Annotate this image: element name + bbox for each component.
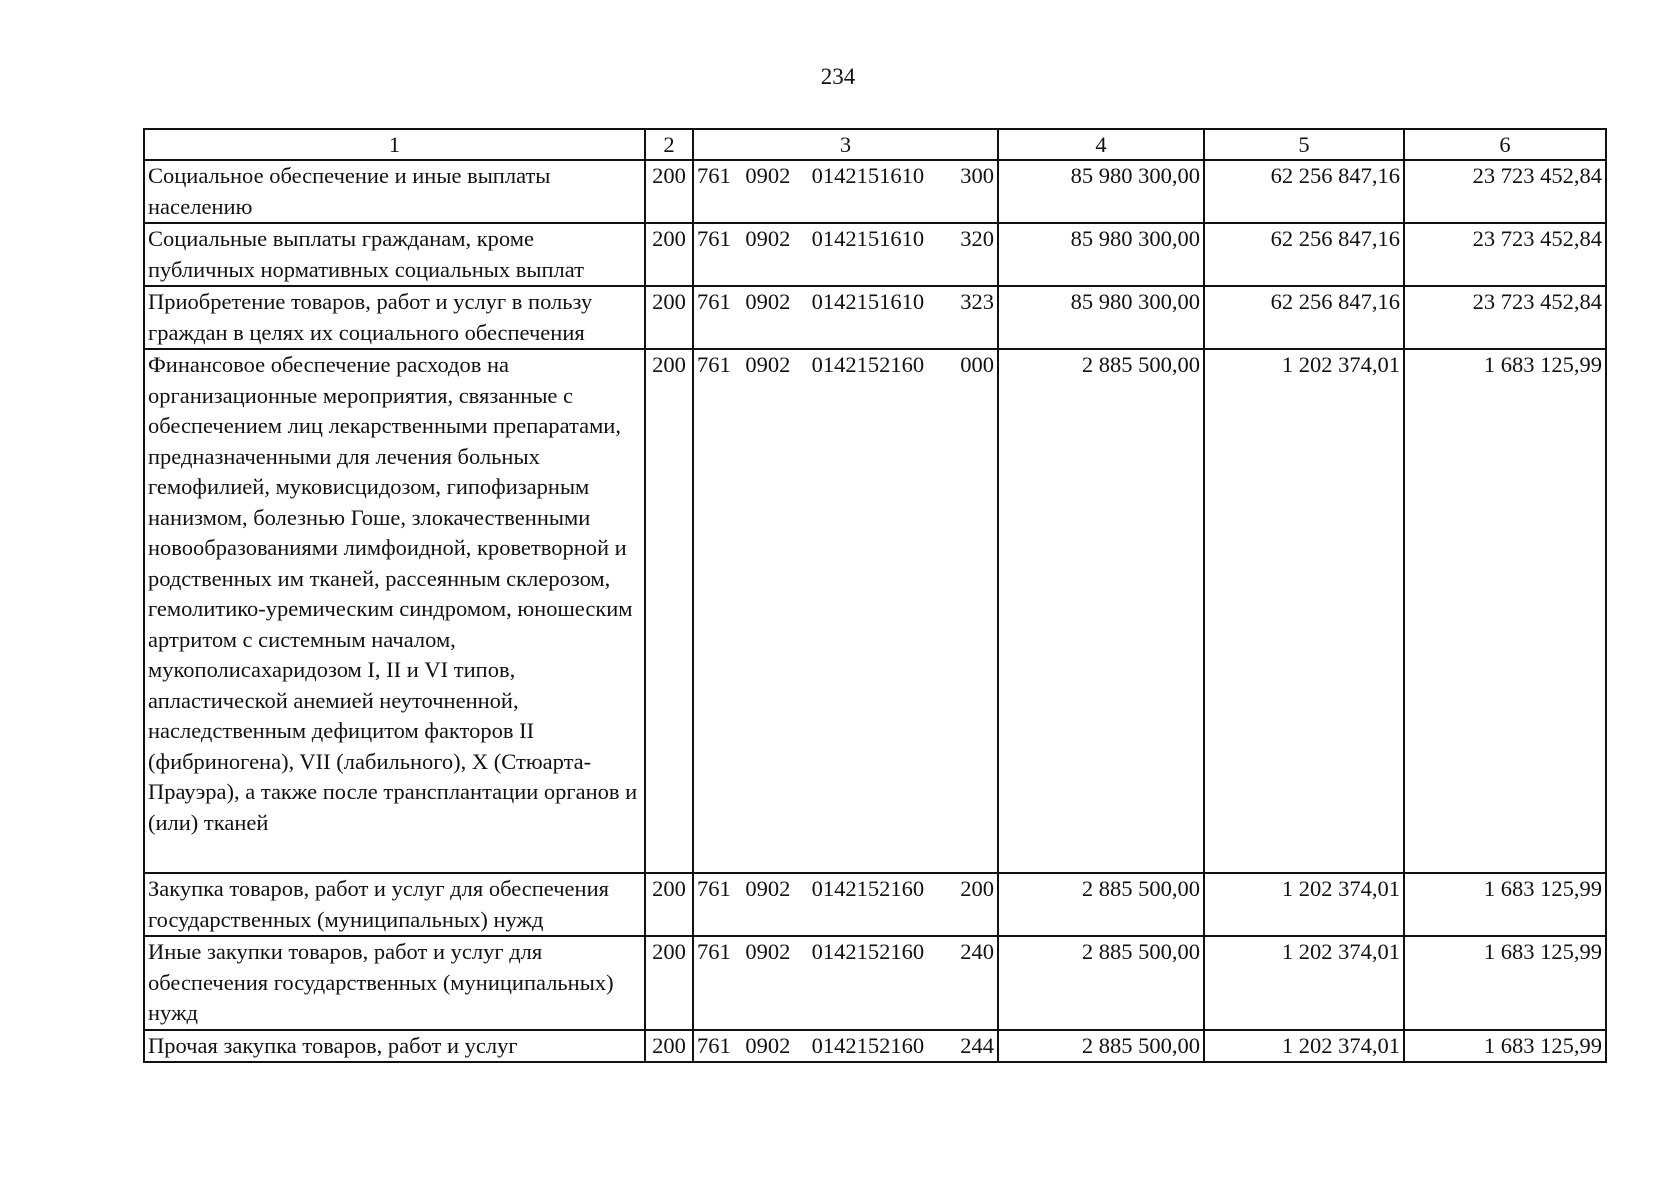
row-col4: 2 885 500,00: [998, 873, 1204, 936]
row-col6: 1 683 125,99: [1404, 1030, 1606, 1063]
row-col6: 23 723 452,84: [1404, 160, 1606, 223]
row-col2: 200: [645, 873, 693, 936]
row-code: [693, 936, 998, 1030]
code-part: 0902: [745, 163, 791, 188]
table-row: [144, 1030, 1606, 1063]
row-col5: 1 202 374,01: [1204, 349, 1404, 873]
code-part: 200: [960, 876, 994, 901]
code-part: 000: [960, 352, 994, 377]
budget-table: [143, 128, 1607, 1063]
row-description: Приобретение товаров, работ и услуг в пользу граждан в целях их социального обеспечения: [144, 286, 645, 349]
header-col-4: 4: [998, 129, 1204, 160]
header-col-1: 1: [144, 129, 645, 160]
code-part: 761: [697, 163, 731, 188]
code-part: 0902: [745, 939, 791, 964]
row-col5: 1 202 374,01: [1204, 936, 1404, 1030]
code-part: 761: [697, 1032, 731, 1058]
row-code: [693, 286, 998, 349]
row-description: Закупка товаров, работ и услуг для обеспечения государственных (муниципальных) нужд: [144, 873, 645, 936]
row-col2: 200: [645, 936, 693, 1030]
header-col-2: 2: [645, 129, 693, 160]
code-part: 320: [960, 226, 994, 251]
header-col-5: 5: [1204, 129, 1404, 160]
page-number: 234: [820, 64, 856, 89]
code-part: 761: [697, 226, 731, 251]
row-code: [693, 349, 998, 873]
row-col6: 1 683 125,99: [1404, 936, 1606, 1030]
table-body: [144, 160, 1606, 1062]
code-part: 761: [697, 876, 731, 901]
header-row: [144, 129, 1606, 160]
row-col6: 1 683 125,99: [1404, 873, 1606, 936]
code-part: 244: [960, 1032, 994, 1058]
code-part: 0142152160: [811, 352, 925, 377]
code-part: 323: [960, 289, 994, 314]
code-part: 0142151610: [811, 163, 925, 188]
row-col4: 85 980 300,00: [998, 160, 1204, 223]
row-code: [693, 223, 998, 286]
table-row: [144, 223, 1606, 286]
code-part: 0902: [745, 1032, 791, 1058]
row-description: Иные закупки товаров, работ и услуг для обеспечения государственных (муниципальных) нужд: [144, 936, 645, 1030]
row-col6: 23 723 452,84: [1404, 286, 1606, 349]
code-part: 0142151610: [811, 226, 925, 251]
row-code: [693, 873, 998, 936]
code-part: 0902: [745, 352, 791, 377]
code-part: 0902: [745, 289, 791, 314]
code-part: 0142152160: [811, 1032, 925, 1058]
table-row: [144, 936, 1606, 1030]
row-col5: 1 202 374,01: [1204, 1030, 1404, 1063]
code-part: 0142151610: [811, 289, 925, 314]
row-description: Прочая закупка товаров, работ и услуг: [144, 1030, 645, 1063]
table-row: [144, 286, 1606, 349]
row-col4: 85 980 300,00: [998, 223, 1204, 286]
table-row: [144, 873, 1606, 936]
row-description: Социальное обеспечение и иные выплаты населению: [144, 160, 645, 223]
code-part: 0142152160: [811, 876, 925, 901]
code-part: 0142152160: [811, 939, 925, 964]
row-description: Социальные выплаты гражданам, кроме публичных нормативных социальных выплат: [144, 223, 645, 286]
row-col2: 200: [645, 160, 693, 223]
row-col5: 1 202 374,01: [1204, 873, 1404, 936]
row-col2: 200: [645, 1030, 693, 1063]
row-code: [693, 1030, 998, 1063]
table-row: [144, 160, 1606, 223]
row-col6: 23 723 452,84: [1404, 223, 1606, 286]
row-col4: 2 885 500,00: [998, 1030, 1204, 1063]
header-col-6: 6: [1404, 129, 1606, 160]
row-col2: 200: [645, 349, 693, 873]
row-col6: 1 683 125,99: [1404, 349, 1606, 873]
code-part: 761: [697, 289, 731, 314]
row-col4: 85 980 300,00: [998, 286, 1204, 349]
table-row: [144, 349, 1606, 873]
row-col5: 62 256 847,16: [1204, 286, 1404, 349]
row-col2: 200: [645, 223, 693, 286]
row-code: [693, 160, 998, 223]
row-col5: 62 256 847,16: [1204, 160, 1404, 223]
row-col4: 2 885 500,00: [998, 936, 1204, 1030]
row-description: Финансовое обеспечение расходов на организационные мероприятия, связанные с обеспечением лиц лекарственными препаратами, предназначенными для лечения больных гемофилией, муковисцидозом, гипофизарным нанизмом, болезнью Гоше, злокачественными новообразованиями лимфоидной, кроветворной и родственных им тканей, рассеянным склерозом, гемолитико-уремическим синдромом, юношеским артритом с системным началом, мукополисахаридозом I, II и VI типов, апластической анемией неуточненной, наследственным дефицитом факторов II (фибриногена), VII (лабильного), X (Стюарта-Прауэра), а также после трансплантации органов и (или) тканей: [144, 349, 645, 873]
row-col5: 62 256 847,16: [1204, 223, 1404, 286]
code-part: 240: [960, 939, 994, 964]
code-part: 761: [697, 939, 731, 964]
code-part: 761: [697, 352, 731, 377]
row-col4: 2 885 500,00: [998, 349, 1204, 873]
code-part: 0902: [745, 876, 791, 901]
code-part: 0902: [745, 226, 791, 251]
table-header: [144, 129, 1606, 160]
header-col-3: 3: [693, 129, 998, 160]
row-col2: 200: [645, 286, 693, 349]
code-part: 300: [960, 163, 994, 188]
